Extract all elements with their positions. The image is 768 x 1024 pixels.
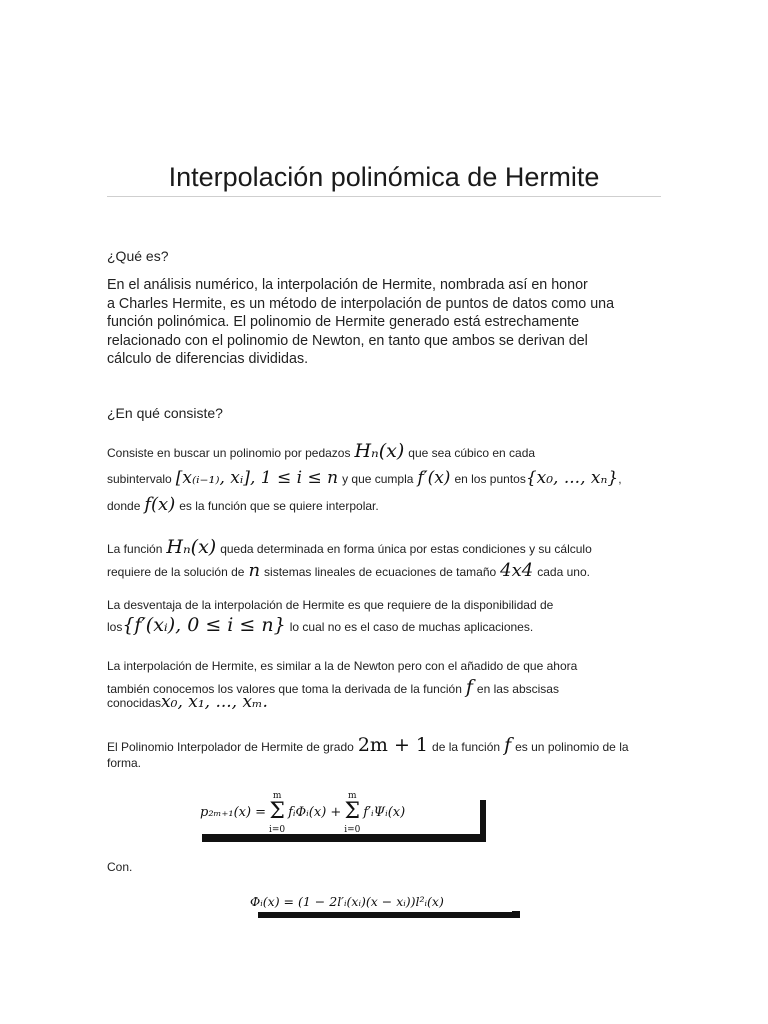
text-run: La interpolación de Hermite, es similar a la de Newton pero con el añadido de que ahora	[107, 659, 578, 673]
equation-lhs: p₂ₘ₊₁(x) =	[200, 804, 267, 820]
text-run: queda determinada en forma única por estas condiciones y su cálculo	[220, 542, 592, 556]
text-run: es un polinomio de la	[515, 740, 629, 754]
math-Hn-x: Hₙ(x)	[354, 440, 405, 462]
desventaja-line-1	[107, 598, 553, 612]
definition-paragraph	[107, 276, 667, 369]
consiste-line-3	[107, 494, 379, 515]
math-fprime-x: f′(x)	[417, 468, 451, 488]
funcion-line-2	[107, 560, 590, 581]
equation-term-2: f′ᵢΨᵢ(x)	[363, 804, 406, 820]
equation-shadow	[258, 911, 520, 918]
text-run: El Polinomio Interpolador de Hermite de grado	[107, 740, 354, 754]
equation-shadow	[202, 834, 486, 842]
text-run: cada uno.	[537, 565, 590, 579]
text-run: en los puntos	[454, 472, 526, 486]
sum-upper-limit: m	[348, 791, 357, 801]
math-f: f	[504, 734, 512, 756]
text-run: La función	[107, 542, 163, 556]
math-f-x: f(x)	[144, 494, 176, 515]
math-Hn-x: Hₙ(x)	[166, 536, 217, 558]
text-run: es la función que se quiere interpolar.	[179, 499, 379, 513]
hermite-polynomial-equation	[196, 790, 480, 834]
text-run: también conocemos los valores que toma la derivada de la función	[107, 682, 462, 696]
text-run: La desventaja de la interpolación de Hermite es que requiere de la disponibilidad de	[107, 598, 554, 612]
text-run: sistemas lineales de ecuaciones de tamaño	[264, 565, 497, 579]
sum-upper-limit: m	[272, 791, 282, 801]
math-subinterval: [x₍ᵢ₋₁₎, xᵢ], 1 ≤ i ≤ n	[175, 468, 339, 488]
sum-lower-limit: i=0	[269, 825, 286, 835]
text-run: subintervalo	[107, 472, 172, 486]
page-title: Interpolación polinómica de Hermite	[168, 162, 600, 192]
text-run: y que cumpla	[342, 472, 414, 486]
math-4x4: 4x4	[500, 560, 534, 581]
text-run: Consiste en buscar un polinomio por pedazos	[107, 446, 351, 460]
text-run: en las abscisas	[476, 682, 559, 696]
similar-line-1	[107, 659, 577, 673]
summation-symbol: m Σ i=0	[341, 801, 363, 823]
funcion-line-1	[107, 536, 592, 558]
text-run: los	[107, 620, 123, 634]
math-2m-plus-1: 2m + 1	[357, 734, 429, 756]
equation-phi: Φᵢ(x) = (1 − 2l′ᵢ(xᵢ)(x − xᵢ))l²ᵢ(x)	[250, 893, 444, 909]
text-run: que sea cúbico en cada	[408, 446, 536, 460]
consiste-line-2	[107, 468, 622, 488]
sum-lower-limit: i=0	[344, 825, 361, 835]
polinomio-line-1	[107, 734, 629, 756]
section-heading-en-que-consiste: ¿En qué consiste?	[107, 405, 223, 421]
consiste-line-1	[107, 440, 535, 462]
summation-symbol: m Σ i=0	[266, 801, 288, 823]
math-abscissas: x₀, x₁, ..., xₘ.	[161, 692, 268, 712]
paragraph-line: a Charles Hermite, es un método de interpolación de puntos de datos como una	[107, 295, 615, 312]
desventaja-line-2	[107, 614, 533, 636]
similar-line-3	[107, 692, 268, 712]
text-run: forma.	[107, 756, 142, 770]
paragraph-line: función polinómica. El polinomio de Hermite generado está estrechamente	[107, 314, 580, 330]
math-derivative-set: {f′(xᵢ), 0 ≤ i ≤ n}	[122, 614, 286, 636]
paragraph-line: cálculo de diferencias divididas.	[107, 351, 309, 367]
con-label: Con.	[107, 860, 133, 874]
text-run: conocidas	[107, 696, 162, 710]
title-divider	[107, 196, 661, 197]
text-run: donde	[107, 499, 141, 513]
text-run: lo cual no es el caso de muchas aplicaciones.	[289, 620, 534, 634]
math-points-set: {x₀, ..., xₙ}	[525, 468, 619, 488]
math-f: f	[465, 676, 473, 698]
section-heading-que-es: ¿Qué es?	[107, 248, 169, 264]
math-n: n	[248, 560, 261, 581]
paragraph-line: relacionado con el polinomio de Newton, en tanto que ambos se derivan del	[107, 332, 588, 349]
phi-definition-equation	[250, 890, 512, 912]
text-run: requiere de la solución de	[107, 565, 245, 579]
text-run: de la función	[432, 740, 501, 754]
equation-term-1: fᵢΦᵢ(x) +	[288, 804, 342, 820]
paragraph-line: En el análisis numérico, la interpolación de Hermite, nombrada así en honor	[107, 277, 588, 293]
text-run: ,	[618, 472, 622, 486]
